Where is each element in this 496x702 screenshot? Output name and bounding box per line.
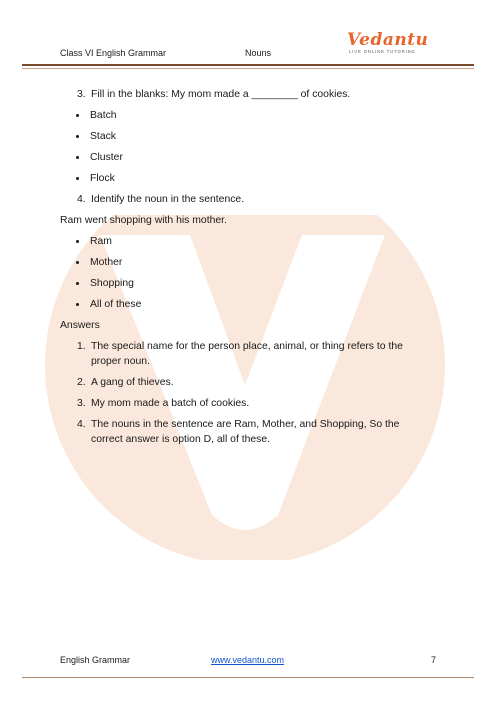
header-subject: Class VI English Grammar <box>60 48 167 58</box>
answer-text: The nouns in the sentence are Ram, Mother, and Shopping, So the <box>91 419 400 430</box>
header-rule <box>22 64 474 66</box>
logo-tagline: LIVE ONLINE TUTORING <box>349 49 416 54</box>
option-item: Stack <box>90 131 116 142</box>
question-sentence: Ram went shopping with his mother. <box>60 215 227 226</box>
option-item: All of these <box>90 299 142 310</box>
question-text: Identify the noun in the sentence. <box>91 194 245 205</box>
answer-number: 4. <box>77 419 86 430</box>
bullet-dot <box>76 156 79 159</box>
bullet-dot <box>76 261 79 264</box>
option-item: Shopping <box>90 278 134 289</box>
bullet-dot <box>76 282 79 285</box>
footer-website-link[interactable]: www.vedantu.com <box>211 655 285 665</box>
vedantu-logo <box>347 32 429 55</box>
option-item: Ram <box>90 236 112 247</box>
bullet-dot <box>76 303 79 306</box>
answer-number: 2. <box>77 377 86 388</box>
answer-text-continued: correct answer is option D, all of these. <box>91 434 271 445</box>
answer-text: The special name for the person place, animal, or thing refers to the <box>91 341 403 352</box>
question-number: 4. <box>77 194 86 205</box>
page-number: 7 <box>431 655 437 665</box>
header-rule-thin <box>22 68 474 69</box>
bullet-dot <box>76 240 79 243</box>
option-item: Flock <box>90 173 115 184</box>
bullet-dot <box>76 177 79 180</box>
option-item: Batch <box>90 110 117 121</box>
footer-subject: English Grammar <box>60 655 131 665</box>
question-text: Fill in the blanks: My mom made a ________ of cookies. <box>91 89 351 100</box>
question-number: 3. <box>77 89 86 100</box>
answers-heading: Answers <box>60 320 100 331</box>
bullet-dot <box>76 114 79 117</box>
footer-rule <box>22 677 474 678</box>
answer-text: A gang of thieves. <box>91 377 174 388</box>
answer-number: 1. <box>77 341 86 352</box>
answer-text: My mom made a batch of cookies. <box>91 398 250 409</box>
logo-wordmark: Vedantu <box>347 30 429 50</box>
answer-number: 3. <box>77 398 86 409</box>
bullet-dot <box>76 135 79 138</box>
option-item: Cluster <box>90 152 123 163</box>
option-item: Mother <box>90 257 123 268</box>
answer-text-continued: proper noun. <box>91 356 150 367</box>
header-topic: Nouns <box>245 48 272 58</box>
